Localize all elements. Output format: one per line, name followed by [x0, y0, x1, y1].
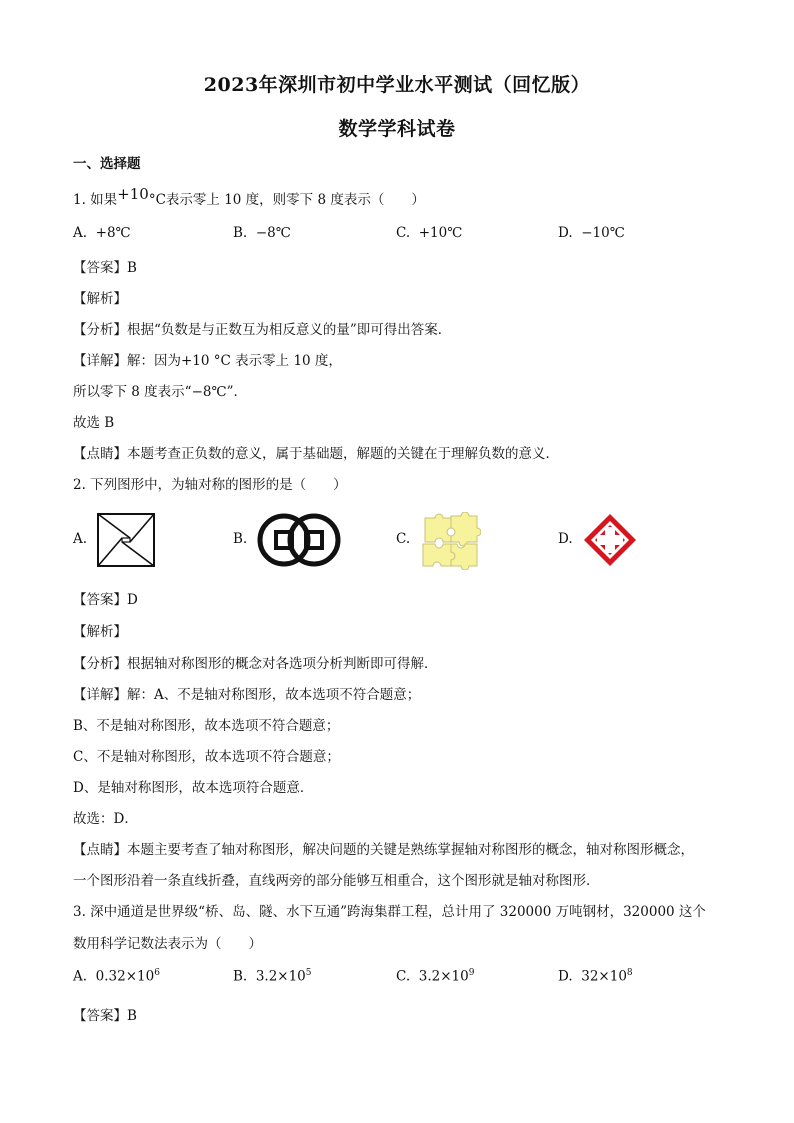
- option-exponent: 6: [154, 968, 160, 978]
- fenxi-text: 根据“负数是与正数互为相反意义的量”即可得出答案．: [127, 322, 452, 338]
- q1-xiangjie: [73, 349, 342, 369]
- q3-option-c: [396, 968, 474, 985]
- q2-line-d: D、是轴对称图形，故本选项符合题意．: [73, 780, 314, 796]
- option-base: 32×10: [581, 968, 627, 985]
- xiangjie-text: 解：因为+10 °C 表示零上 10 度，: [127, 353, 342, 369]
- q2-option-a-letter: A.: [73, 531, 88, 547]
- puzzle-pieces-figure: [421, 512, 481, 570]
- q2-dianjing: [73, 838, 694, 858]
- q1-jiexi: 【解析】: [73, 291, 127, 307]
- option-text: +10℃: [418, 225, 463, 241]
- q3-stem-2: 数用科学记数法表示为（ ）: [73, 936, 262, 952]
- q1-line2: 所以零下 8 度表示“−8℃”．: [73, 384, 247, 400]
- dianjing-tag: 【点睛】: [73, 446, 127, 462]
- option-text: −8℃: [255, 225, 291, 241]
- q2-fenxi: [73, 652, 438, 672]
- fenxi-tag: 【分析】: [73, 656, 127, 672]
- answer-tag: 【答案】: [73, 260, 127, 276]
- q3-stem-1: 3. 深中通道是世界级“桥、岛、隧、水下互通”跨海集群工程，总计用了 320000 万吨钢材，320000 这个: [73, 904, 706, 920]
- q1-option-d: [558, 225, 625, 241]
- option-letter: A.: [73, 968, 88, 985]
- dianjing-text: 本题主要考查了轴对称图形，解决问题的关键是熟练掌握轴对称图形的概念，轴对称图形概念，: [127, 842, 694, 858]
- q1-stem: [73, 185, 425, 208]
- q3-option-d: [558, 968, 633, 985]
- double-coin-figure: [256, 512, 342, 568]
- q1-dianjing: [73, 442, 559, 462]
- fenxi-text: 根据轴对称图形的概念对各选项分析判断即可得解．: [127, 656, 438, 672]
- q3-option-b: [233, 968, 312, 985]
- xiangjie-text: 解：A、不是轴对称图形，故本选项不符合题意；: [127, 687, 421, 703]
- q2-jiexi: 【解析】: [73, 624, 127, 640]
- option-base: 0.32×10: [95, 968, 155, 985]
- option-base: 3.2×10: [255, 968, 306, 985]
- dianjing-text: 本题考查正负数的意义，属于基础题，解题的关键在于理解负数的意义．: [127, 446, 559, 462]
- q3-answer: [73, 1004, 137, 1024]
- q1-option-a: [73, 225, 131, 241]
- pinwheel-square-figure: [96, 512, 156, 568]
- answer-value: B: [127, 1008, 137, 1024]
- xiangjie-tag: 【详解】: [73, 687, 127, 703]
- answer-tag: 【答案】: [73, 592, 127, 608]
- q2-answer: [73, 588, 138, 608]
- answer-value: B: [127, 260, 137, 276]
- option-text: −10℃: [581, 225, 625, 241]
- xiangjie-tag: 【详解】: [73, 353, 127, 369]
- q2-dianjing-2: 一个图形沿着一条直线折叠，直线两旁的部分能够互相重合，这个图形就是轴对称图形．: [73, 873, 600, 889]
- q1-answer: [73, 256, 137, 276]
- q2-option-b-letter: B.: [233, 531, 248, 547]
- q2-option-d-letter: D.: [558, 531, 573, 547]
- answer-tag: 【答案】: [73, 1008, 127, 1024]
- dianjing-tag: 【点睛】: [73, 842, 127, 858]
- q1-option-c: [396, 225, 462, 241]
- option-exponent: 5: [305, 968, 312, 978]
- page-subtitle: 数学学科试卷: [338, 118, 456, 140]
- option-letter: B.: [233, 225, 248, 241]
- q1-line3: 故选 B: [73, 415, 115, 431]
- option-letter: B.: [233, 968, 248, 985]
- q2-guxuan: 故选：D．: [73, 811, 138, 827]
- option-letter: C.: [396, 225, 411, 241]
- q2-xiangjie: [73, 683, 420, 703]
- option-letter: D.: [558, 968, 573, 985]
- q2-line-c: C、不是轴对称图形，故本选项不符合题意；: [73, 749, 340, 765]
- q3-option-a: [73, 968, 160, 985]
- q1-option-b: [233, 225, 291, 241]
- answer-value: D: [127, 592, 138, 608]
- q1-stem-a: 1. 如果: [73, 192, 118, 208]
- q1-plus10: +10: [117, 185, 149, 203]
- option-exponent: 8: [626, 968, 633, 978]
- option-letter: A.: [73, 225, 88, 241]
- option-letter: C.: [396, 968, 411, 985]
- section-heading: 一、选择题: [73, 156, 141, 172]
- red-cross-figure: [582, 512, 638, 568]
- option-letter: D.: [558, 225, 573, 241]
- option-exponent: 9: [468, 968, 475, 978]
- q2-option-c-letter: C.: [396, 531, 411, 547]
- option-text: +8℃: [95, 225, 131, 241]
- q2-line-b: B、不是轴对称图形，故本选项不符合题意；: [73, 718, 340, 734]
- fenxi-tag: 【分析】: [73, 322, 127, 338]
- q2-stem: 2. 下列图形中，为轴对称的图形的是（ ）: [73, 477, 347, 493]
- q1-stem-b: °C表示零上 10 度，则零下 8 度表示（ ）: [148, 192, 425, 208]
- q1-fenxi: [73, 318, 451, 338]
- page-title: 2023年深圳市初中学业水平测试（回忆版）: [203, 74, 591, 96]
- option-base: 3.2×10: [418, 968, 469, 985]
